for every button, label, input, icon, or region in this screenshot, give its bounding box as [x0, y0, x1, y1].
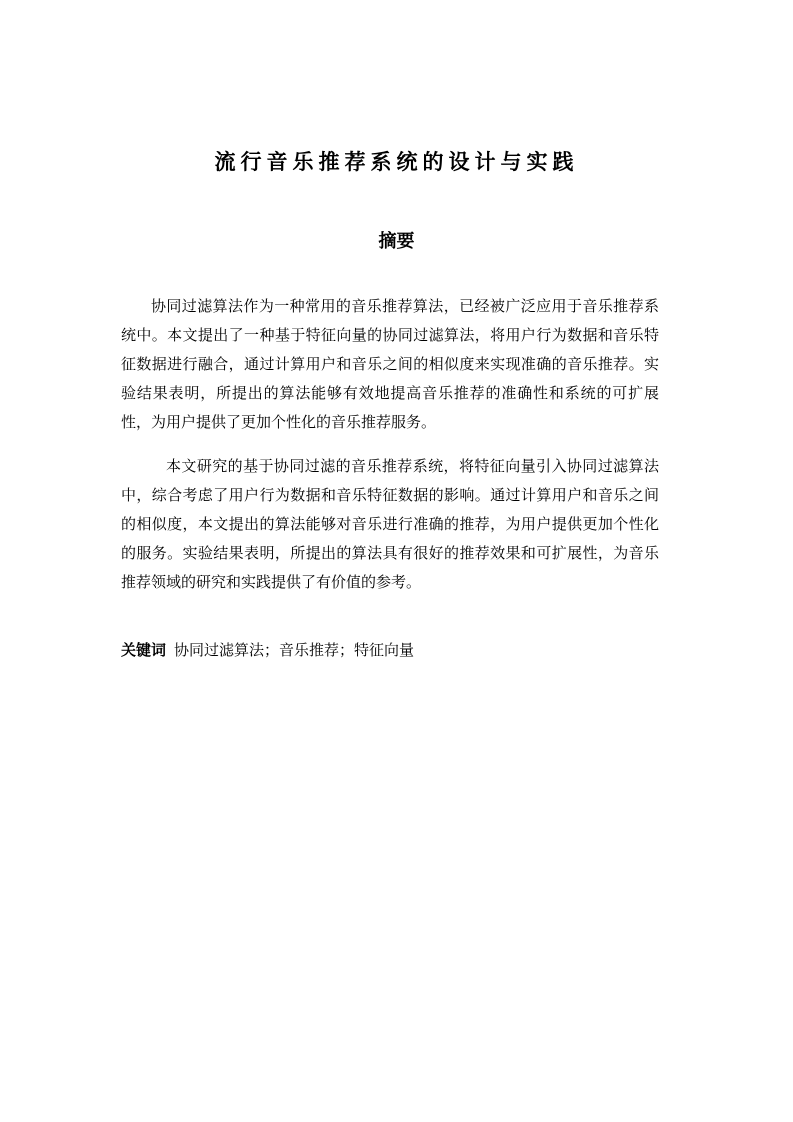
document-title: 流行音乐推荐系统的设计与实践 [214, 150, 579, 174]
keywords-text: 协同过滤算法；音乐推荐；特征向量 [174, 641, 415, 659]
keywords-label: 关键词 [121, 641, 167, 659]
abstract-paragraph-2: 本文研究的基于协同过滤的音乐推荐系统，将特征向量引入协同过滤算法中，综合考虑了用户行为数据和音乐特征数据的影响。通过计算用户和音乐之间的相似度，本文提出的算法能够对音乐进行准确的推荐，为用户提供更加个性化的服务。实验结果表明，所提出的算法具有很好的推荐效果和可扩展性，为音乐推荐领域的研究和实践提供了有价值的参考。 [121, 457, 659, 591]
keywords-line [121, 636, 659, 664]
abstract-paragraph-1: 协同过滤算法作为一种常用的音乐推荐算法，已经被广泛应用于音乐推荐系统中。本文提出了一种基于特征向量的协同过滤算法，将用户行为数据和音乐特征数据进行融合，通过计算用户和音乐之间的相似度来实现准确的音乐推荐。实验结果表明，所提出的算法能够有效地提高音乐推荐的准确性和系统的可扩展性，为用户提供了更加个性化的音乐推荐服务。 [121, 297, 659, 431]
abstract-heading: 摘要 [378, 231, 415, 252]
